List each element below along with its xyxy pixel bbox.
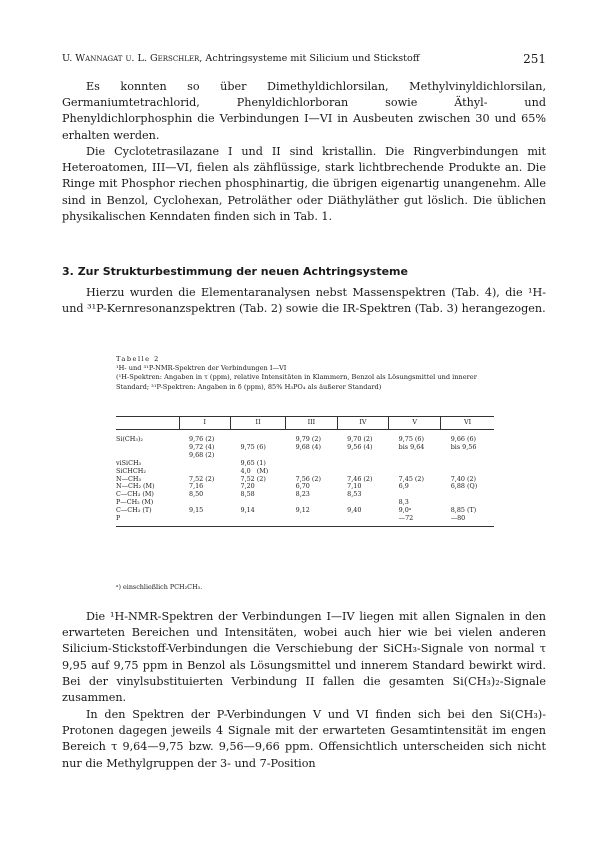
nmr-table — [116, 416, 494, 527]
table-cell: 9,0ᵃ — [398, 506, 412, 515]
table-cell: 7,46 (2) — [347, 474, 373, 483]
header-title: Achtringsysteme mit Silicium und Stickstoff — [205, 53, 420, 64]
table-cell: 8,58 — [240, 490, 255, 499]
table-cell: 9,76 (2) 9,72 (4) 9,68 (2) — [189, 435, 215, 459]
table-note: (¹H-Spektren: Angaben in τ (ppm), relative Intensitäten in Klammern, Benzol als Lösungsmittel und innerer Standard; ³¹P-Spektren: Angaben in δ (ppm), 85% H₃PO₄ als äußerer Standard) — [116, 373, 477, 391]
paragraph-4-text: Die ¹H-NMR-Spektren der Verbindungen I—IV liegen mit allen Signalen in den erwarteten Bereichen und Intensitäten, wobei auch hier wie bei vielen anderen Silicium-Stickstoff-Verbindungen die Verschiebung der SiCH₃-Signale von normal τ 9,95 auf 9,75 ppm in Benzol als Lösungsmittel und innerem Standard bewirkt wird. Bei der vinylsubstituierten Verbindung II fallen die gesamten Si(CH₃)₂-Signale zusammen. — [62, 610, 546, 705]
table-cell: 7,40 (2) — [450, 474, 477, 483]
table-cell: 8,85 (T) — [450, 506, 477, 515]
table-cell — [337, 499, 389, 507]
table-cell: 9,65 (1) — [240, 458, 266, 467]
table-cell: 9,66 (6) bis 9,56 — [450, 435, 477, 451]
table-cell — [286, 460, 338, 468]
paragraph-2 — [62, 144, 546, 225]
table-cell — [337, 515, 389, 526]
column-header: IV — [337, 417, 389, 430]
paragraph-1 — [62, 79, 546, 144]
row-label: N—CH₃ — [116, 474, 142, 483]
table-row — [116, 507, 494, 515]
table-cell — [441, 460, 494, 468]
column-header — [116, 417, 179, 430]
table-cell — [286, 499, 338, 507]
header-authors: U. Wannagat u. L. Gerschler, — [62, 53, 203, 64]
table-cell — [389, 491, 441, 499]
paragraph-4 — [62, 609, 546, 706]
table-cell: —80 — [441, 515, 494, 526]
table-cell: 9,79 (2) 9,68 (4) — [295, 435, 321, 451]
table-cell: 9,40 — [347, 506, 362, 515]
paragraph-5-text: In den Spektren der P-Verbindungen V und VI finden sich bei den Si(CH₃)-Protonen dagegen jeweils 4 Signale mit der erwarteten Gesamtintensität im engen Bereich τ 9,64—9,75 bzw. 9,56—9,66 ppm. Offensichtlich unterscheiden sich nicht nur die Methylgruppen der 3- und 7-Position — [62, 708, 546, 770]
running-header — [62, 51, 546, 67]
table-cell — [179, 515, 231, 526]
table-header-row — [116, 417, 494, 430]
table-cell: 9,70 (2) 9,56 (4) — [347, 435, 373, 451]
table-cell: 7,45 (2) — [398, 474, 424, 483]
table-cell: 9,15 — [189, 506, 204, 515]
table-cell — [179, 460, 231, 468]
column-header: VI — [441, 417, 494, 430]
table-cell: 7,20 — [240, 482, 255, 491]
row-label: N—CH₂ (M) — [116, 482, 155, 491]
paragraph-2-text: Die Cyclotetrasilazane I und II sind kristallin. Die Ringverbindungen mit Heteroatomen, III—VI, fielen als zähflüssige, stark lichtbrechende Produkte an. Die Ringe mit Phosphor riechen phosphinartig, die übrigen eigenartig unangenehm. Alle sind in Benzol, Cyclohexan, Petroläther oder Diäthyläther gut löslich. Die üblichen physikalischen Kenndaten finden sich in Tab. 1. — [62, 145, 546, 223]
table-row — [116, 491, 494, 499]
table-caption: ¹H- und ³¹P-NMR-Spektren der Verbindungen I—VI — [116, 364, 287, 373]
row-label: SiCHCH₂ — [116, 466, 146, 475]
section-title: Zur Strukturbestimmung der neuen Achtringsysteme — [77, 265, 408, 278]
table-cell: 8,3 — [398, 498, 409, 507]
column-header: III — [286, 417, 338, 430]
table-cell — [441, 491, 494, 499]
table-row — [116, 460, 494, 468]
table-cell: 7,52 (2) — [240, 474, 266, 483]
table-cell: 8,53 — [347, 490, 362, 499]
table-footnote: ᵃ) einschließlich PCH₂CH₃. — [116, 583, 203, 591]
table-row — [116, 430, 494, 460]
table-cell — [231, 515, 286, 526]
table-cell: 8,50 — [189, 490, 204, 499]
paragraph-3-text: Hierzu wurden die Elementaranalysen nebst Massenspektren (Tab. 4), die ¹H- und ³¹P-Kernresonanzspektren (Tab. 2) sowie die IR-Spektren (Tab. 3) herangezogen. — [62, 286, 546, 316]
table-cell — [179, 499, 231, 507]
table-cell: 8,23 — [295, 490, 310, 499]
table-row — [116, 515, 494, 526]
table-cell: 6,70 — [295, 482, 310, 491]
table-cell — [286, 515, 338, 526]
table-cell: 6,9 — [398, 482, 409, 491]
table-label: Tabelle 2 — [116, 355, 160, 363]
paragraph-5 — [62, 707, 546, 772]
column-header: I — [179, 417, 231, 430]
table-cell: 9,14 — [240, 506, 255, 515]
table-cell — [389, 460, 441, 468]
page-number: 251 — [523, 52, 546, 66]
table-caption-block — [116, 355, 494, 392]
column-header: V — [389, 417, 441, 430]
row-label: C—CH₃ (M) — [116, 490, 154, 499]
table-cell — [231, 499, 286, 507]
column-header: II — [231, 417, 286, 430]
table-cell: 7,16 — [189, 482, 204, 491]
table-cell: 9,75 (6) — [240, 442, 266, 451]
paragraph-1-text: Es konnten so über Dimethyldichlorsilan, Methylvinyldichlorsilan, Germaniumtetrachlorid, Phenyldichlorboran sowie Äthyl- und Phenyldichlorphosphin die Verbindungen I—VI in Ausbeuten zwischen 30 und 65% erhalten werden. — [62, 80, 546, 142]
table-cell: 7,10 — [347, 482, 362, 491]
table-cell: 6,88 (Q) — [450, 482, 478, 491]
table-body — [116, 430, 494, 527]
table-cell: 4,0 (M) — [240, 466, 269, 475]
table-cell: 9,12 — [295, 506, 310, 515]
row-label: Si(CH₃)₂ — [116, 435, 143, 443]
section-heading — [62, 264, 546, 280]
table-cell: 9,75 (6) bis 9,64 — [398, 435, 425, 451]
table-cell: —72 — [389, 515, 441, 526]
table-cell: 7,52 (2) — [189, 474, 215, 483]
row-label: P — [116, 515, 179, 526]
paragraph-3 — [62, 285, 546, 317]
section-number: 3. — [62, 265, 74, 278]
table-cell — [337, 460, 389, 468]
row-label: P—CH₂ (M) — [116, 498, 154, 507]
table-cell: 7,56 (2) — [295, 474, 321, 483]
row-label: viSiCH₃ — [116, 458, 142, 467]
row-label: C—CH₃ (T) — [116, 506, 152, 515]
